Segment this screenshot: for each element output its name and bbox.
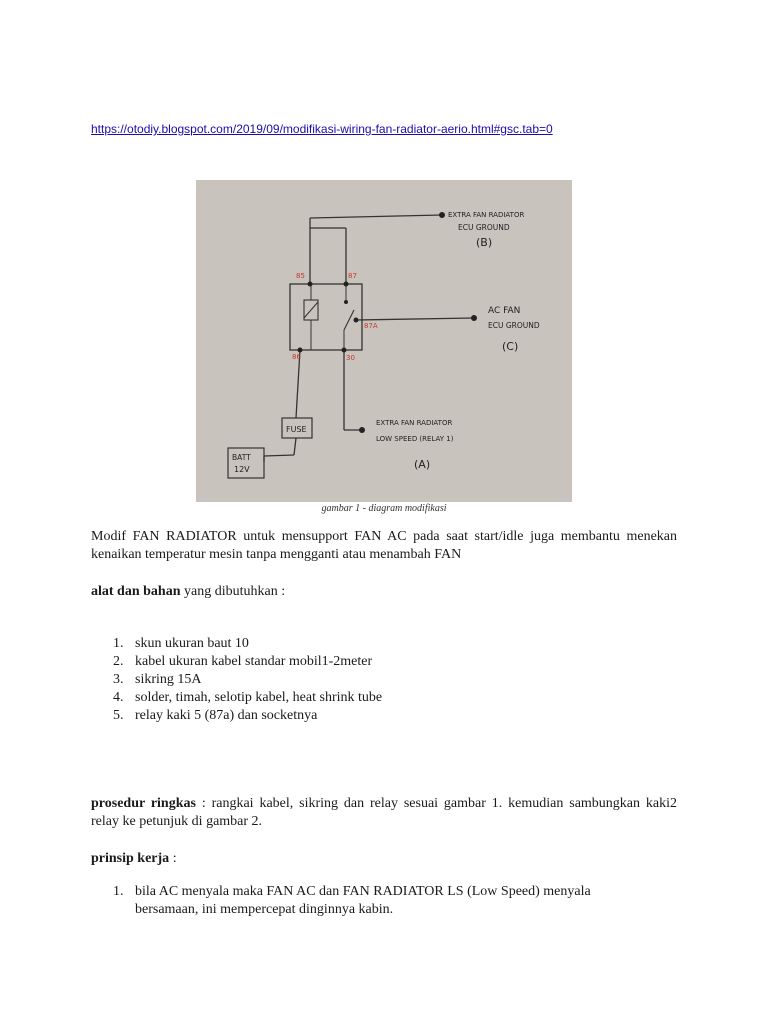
wiring-diagram-photo [196,180,572,502]
list-number: 1. [113,884,124,899]
tools-heading-bold: alat dan bahan [91,584,181,599]
list-number: 1. [113,636,124,651]
list-text: sikring 15A [135,672,202,687]
list-item [91,635,651,653]
procedure-text: : rangkai kabel, sikring dan relay sesuai gambar 1. kemudian sambungkan kaki2 relay ke petunjuk di gambar 2. [91,796,677,829]
list-item [91,653,651,671]
list-text: solder, timah, selotip kabel, heat shrink tube [135,690,383,705]
label-c-letter: (C) [502,340,519,353]
list-item [91,689,651,707]
source-link[interactable]: https://otodiy.blogspot.com/2019/09/modifikasi-wiring-fan-radiator-aerio.html#gsc.tab=0 [91,122,553,136]
principle-list [91,883,651,919]
pin-87-label: 87 [348,272,357,280]
label-a-letter: (A) [414,458,431,471]
battery-label-1: BATT [232,453,251,462]
principle-heading-rest: : [169,851,177,866]
tools-heading [91,583,677,601]
label-b-letter: (B) [476,236,493,249]
procedure-bold: prosedur ringkas [91,796,196,811]
tools-heading-rest: yang dibutuhkan : [180,584,286,599]
pin-85-label: 85 [296,272,305,280]
terminal-b-dot [439,212,445,218]
list-text: skun ukuran baut 10 [135,636,249,651]
procedure-paragraph [91,795,677,831]
list-item [91,671,651,689]
relay-box [290,284,362,350]
list-number: 3. [113,672,124,687]
label-c-title: AC FAN [488,306,521,316]
pin-87a-label: 87A [364,322,378,330]
intro-paragraph: Modif FAN RADIATOR untuk mensupport FAN AC pada saat start/idle juga membantu menekan kenaikan temperatur mesin tanpa mengganti atau menambah FAN [91,529,677,562]
label-c-sub: ECU GROUND [488,321,540,330]
pin-30-label: 30 [346,354,355,362]
list-text: bila AC menyala maka FAN AC dan FAN RADIATOR LS (Low Speed) menyala bersamaan, ini mempercepat dinginnya kabin. [135,884,591,917]
label-b-sub: ECU GROUND [458,223,510,232]
list-item [91,883,651,919]
label-a-sub: LOW SPEED (RELAY 1) [376,435,454,443]
terminal-a-dot [359,427,365,433]
list-number: 5. [113,708,124,723]
list-number: 2. [113,654,124,669]
label-b-title: EXTRA FAN RADIATOR [448,211,525,219]
list-number: 4. [113,690,124,705]
principle-heading-bold: prinsip kerja [91,851,170,866]
list-text: kabel ukuran kabel standar mobil1-2meter [135,654,373,669]
list-text: relay kaki 5 (87a) dan socketnya [135,708,318,723]
label-a-title: EXTRA FAN RADIATOR [376,419,453,427]
list-item [91,707,651,725]
pin-86-label: 86 [292,353,301,361]
fuse-label: FUSE [286,425,307,434]
principle-heading [91,850,677,868]
tools-list [91,635,651,725]
figure-caption: gambar 1 - diagram modifikasi [321,503,447,514]
terminal-c-dot [471,315,477,321]
battery-label-2: 12V [234,465,250,474]
wiring-diagram [196,180,572,502]
